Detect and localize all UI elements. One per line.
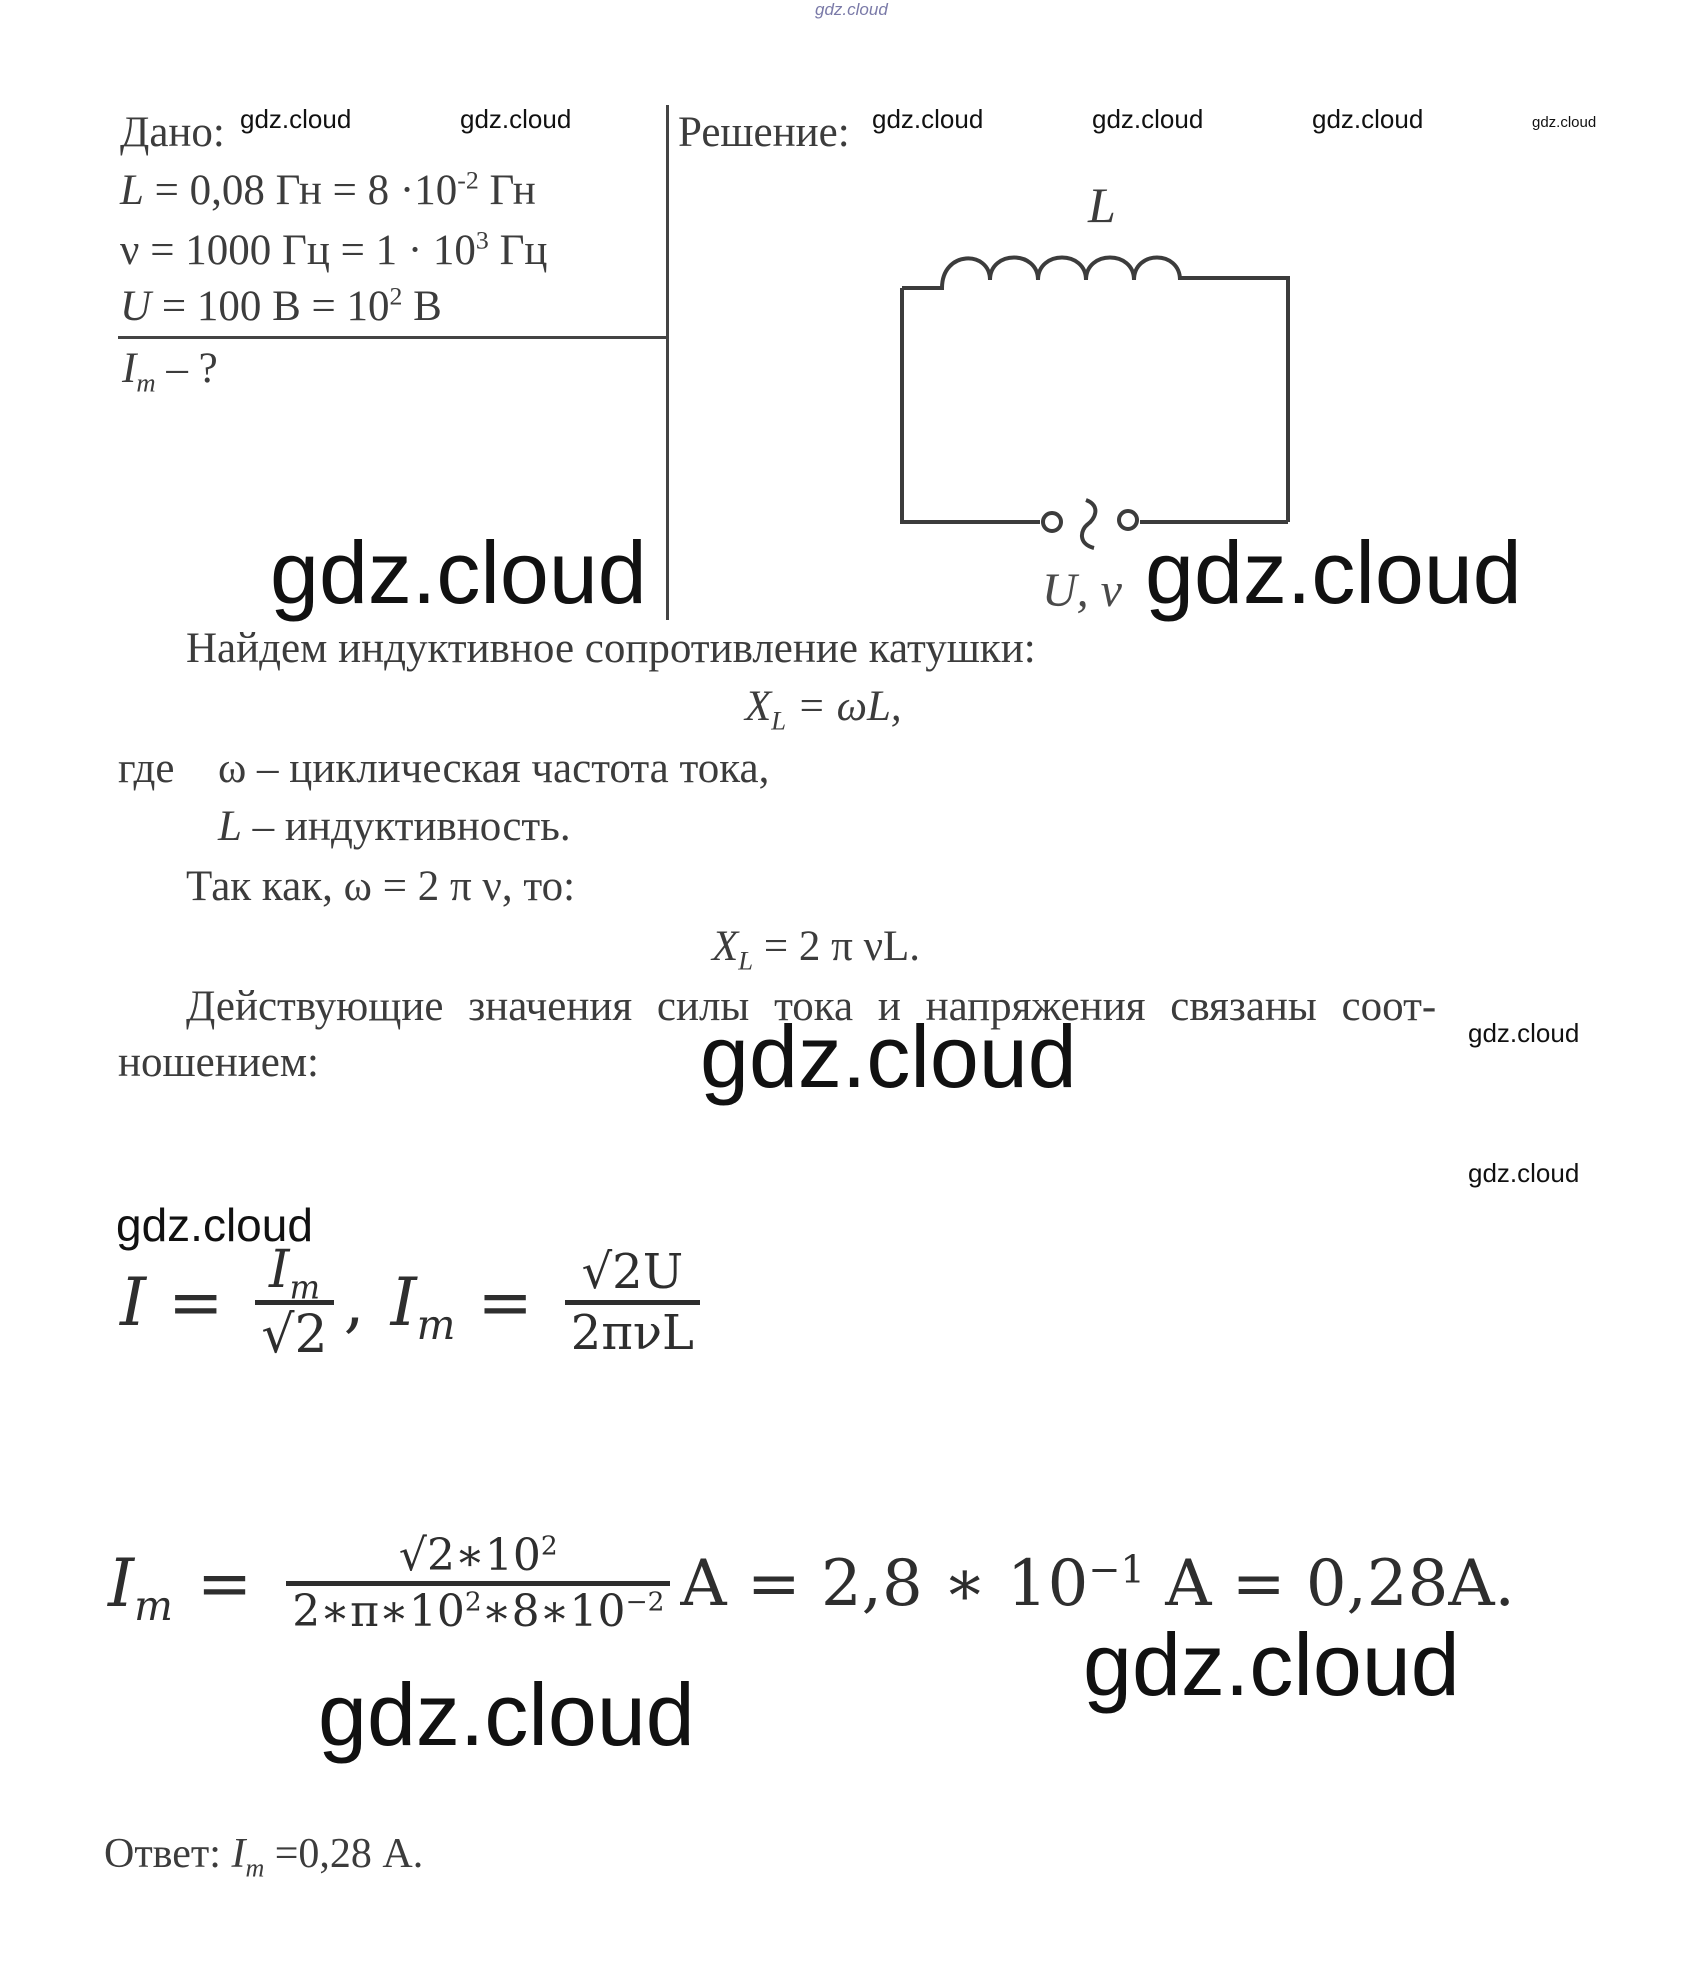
watermark-14: gdz.cloud [318, 1665, 695, 1764]
watermark-9: gdz.cloud [700, 1007, 1077, 1106]
answer-line [104, 1830, 424, 1883]
xl-rest: = ωL, [786, 683, 902, 730]
l-def-var: L [218, 803, 242, 850]
given-text-2: = 1000 Гц = 1 · 10 [139, 227, 476, 274]
watermark-11: gdz.cloud [1468, 1158, 1580, 1188]
paragraph-inductive-reactance: Найдем индуктивное сопротивление катушки: [186, 625, 1036, 672]
watermark-6: gdz.cloud [1532, 114, 1597, 131]
given-var-u: U [120, 283, 152, 330]
omega-relation: Так как, ω = 2 π ν, то: [186, 863, 576, 910]
solution-header: Решение: [678, 109, 850, 156]
f2-lhs-sub: m [134, 1582, 173, 1631]
given-exp-3: 2 [389, 281, 403, 311]
watermark-1: gdz.cloud [240, 104, 352, 134]
source-label: U, ν [1042, 564, 1122, 617]
f1-lhs2 [390, 1264, 456, 1350]
f2-fraction [286, 1530, 670, 1637]
watermark-13: gdz.cloud [1083, 1615, 1460, 1714]
find-tail: – ? [155, 345, 218, 392]
formula-xl [745, 682, 902, 736]
f1-fraction2 [565, 1244, 700, 1361]
find-var: I [122, 345, 137, 392]
f1-lhs: I [120, 1264, 147, 1341]
paragraph-rms-line2: ношением: [118, 1039, 319, 1086]
circuit-wire [902, 288, 1040, 522]
f2-den-exp2: −2 [625, 1586, 665, 1618]
f2-rest [680, 1547, 1514, 1621]
xl-sub: L [771, 705, 787, 736]
l-def-text: – индуктивность. [241, 803, 571, 850]
watermark-7: gdz.cloud [270, 523, 647, 622]
watermark-3: gdz.cloud [872, 104, 984, 134]
watermark-4: gdz.cloud [1092, 104, 1204, 134]
given-header: Дано: [120, 109, 225, 156]
given-find [122, 344, 218, 398]
given-tail-2: Гц [488, 227, 548, 274]
omega-definition: ω – циклическая частота тока, [218, 745, 770, 792]
f2-den-a: 2∗π∗10 [292, 1586, 465, 1637]
formula-rms-current [120, 1240, 710, 1365]
given-var-l: L [120, 167, 144, 214]
f1-den2: 2πνL [570, 1305, 694, 1361]
f2-rest2: A = 0,28A. [1144, 1546, 1515, 1621]
coil-icon [902, 258, 1288, 523]
answer-value: =0,28 А. [264, 1831, 424, 1877]
formula-xl-expanded [712, 922, 921, 976]
l-definition [218, 802, 571, 851]
f1-lhs2-sub: m [416, 1301, 456, 1350]
answer-sub: m [245, 1853, 265, 1883]
f1-num1-var: I [268, 1240, 290, 1300]
given-tail-3: В [402, 283, 442, 330]
f1-eq1: = [168, 1264, 224, 1341]
ac-source-icon [1082, 500, 1095, 548]
watermark-2: gdz.cloud [460, 104, 572, 134]
f2-den [286, 1586, 670, 1637]
f1-eq2: = [477, 1264, 533, 1341]
watermark-8: gdz.cloud [1145, 523, 1522, 622]
find-sub: m [136, 367, 156, 398]
f2-den-b: ∗8∗10 [481, 1586, 626, 1637]
f1-comma: , [343, 1264, 365, 1341]
f1-fraction1 [255, 1240, 333, 1365]
f1-lhs2-var: I [390, 1264, 417, 1341]
where-label: где [118, 745, 175, 792]
given-exp-2: 3 [475, 225, 489, 255]
watermark-12: gdz.cloud [116, 1199, 313, 1251]
f2-den-exp1: 2 [464, 1586, 482, 1618]
given-divider [118, 336, 668, 339]
f2-num-exp: 2 [540, 1530, 558, 1562]
f1-den1: √2 [261, 1305, 328, 1365]
xl2-sub: L [738, 945, 754, 976]
f2-lhs-var: I [108, 1545, 135, 1622]
f1-num1-sub: m [289, 1268, 321, 1307]
f2-eq: = [196, 1545, 253, 1622]
coil-label: L [1088, 177, 1116, 233]
f2-rest-exp: −1 [1088, 1547, 1145, 1593]
given-exp-1: -2 [457, 165, 479, 195]
given-line-frequency [120, 226, 547, 275]
given-var-nu: ν [120, 227, 140, 274]
watermark-10: gdz.cloud [1468, 1018, 1580, 1048]
vertical-divider [666, 105, 669, 620]
answer-var: I [231, 1831, 246, 1877]
terminal-left-icon [1043, 513, 1061, 531]
terminal-right-icon [1119, 511, 1137, 529]
watermark-5: gdz.cloud [1312, 104, 1424, 134]
paragraph-rms-line1: Действующие значения силы тока и напряжения связаны соот- [186, 983, 1437, 1030]
xl2-rest: = 2 π νL. [753, 923, 921, 970]
f1-num2: √2U [581, 1244, 684, 1300]
xl2-var: X [712, 923, 739, 970]
given-line-inductance [120, 166, 536, 215]
given-tail-1: Гн [478, 167, 536, 214]
top-watermark: gdz.cloud [815, 0, 888, 19]
answer-label: Ответ: [104, 1831, 221, 1877]
given-text-3: = 100 В = 10 [151, 283, 390, 330]
f2-num [393, 1530, 564, 1581]
xl-var: X [745, 683, 772, 730]
given-text-1: = 0,08 Гн = 8 ·10 [143, 167, 458, 214]
f2-rest1: A = 2,8 ∗ 10 [680, 1546, 1089, 1621]
f2-lhs [108, 1545, 173, 1631]
given-line-voltage [120, 282, 442, 331]
f2-num-text: √2∗10 [398, 1530, 541, 1581]
